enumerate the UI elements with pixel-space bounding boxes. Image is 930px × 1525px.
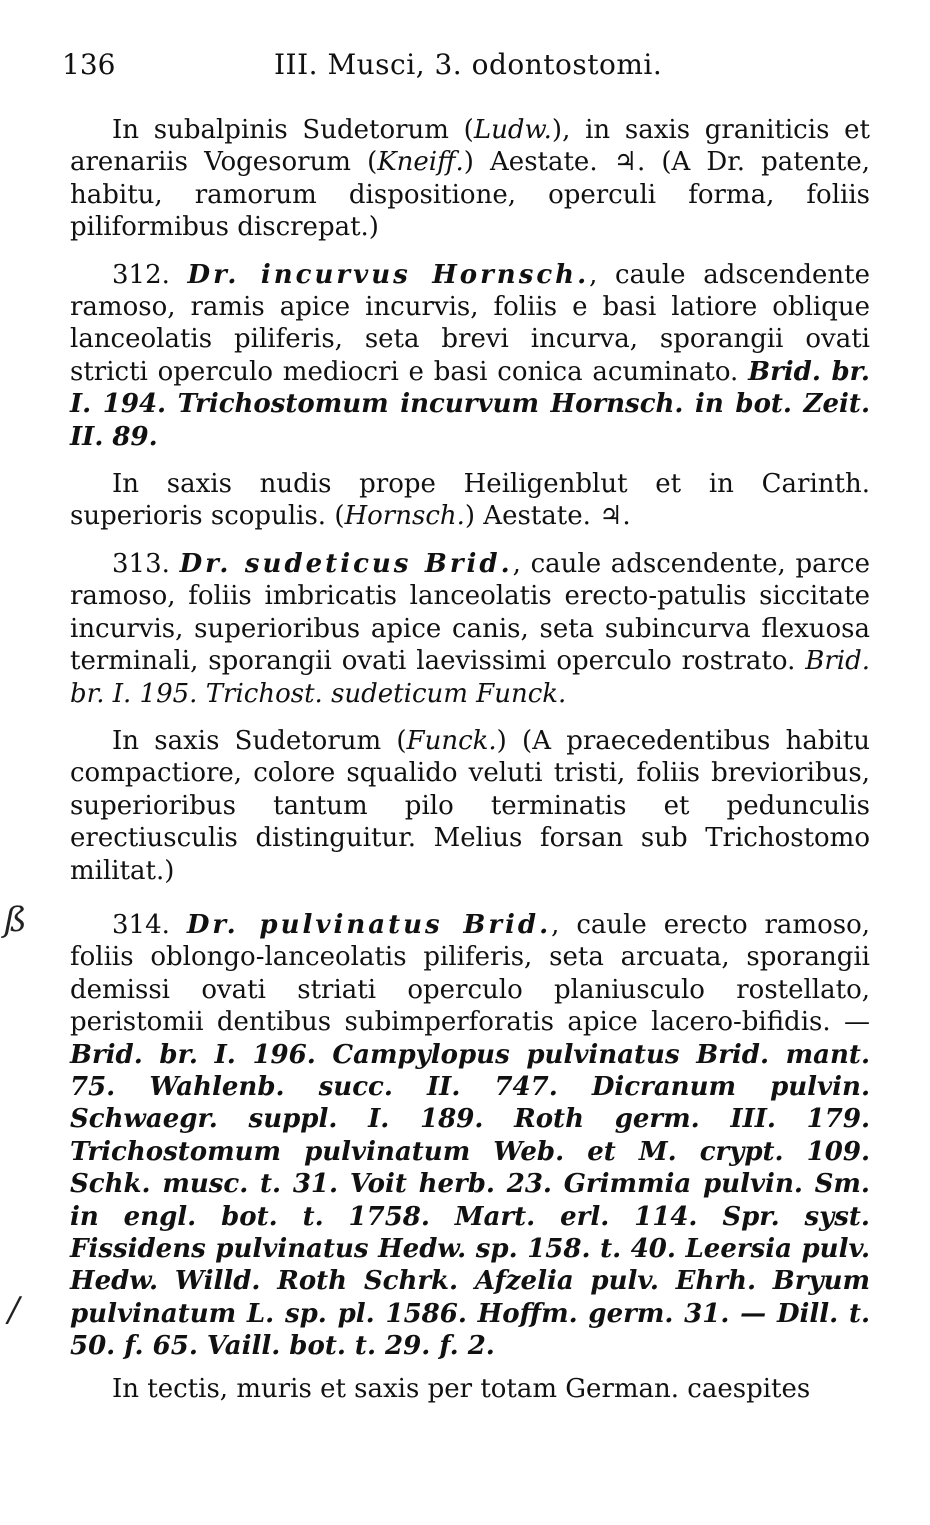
text-run: Dr. sudeticus Brid. bbox=[179, 548, 513, 579]
text-run: , caule adscendente, parce ramoso, foliis imbricatis lanceolatis erecto-patulis siccitate incurvis, superioribus apice canis, seta subincurva flexuosa terminali, sporangii ovati laevissimi operculo rostrato. bbox=[70, 548, 870, 677]
text-run: In subalpinis Sudetorum ( bbox=[112, 115, 474, 145]
text-run: Hornsch. bbox=[344, 501, 465, 532]
entry-313-description bbox=[70, 548, 870, 710]
entry-312-habitat bbox=[70, 468, 870, 533]
text-run: ) (A praecedentibus habitu compactiore, colore squalido veluti tristi, foliis brevioribus, superioribus tantum pilo terminatis et pedunculis erectiusculis distinguitur. Melius forsan sub Trichostomo militat.) bbox=[70, 725, 871, 886]
text-run: ) Aestate. ♃. bbox=[464, 501, 631, 532]
text-run: In tectis, muris et saxis per totam German. caespites bbox=[112, 1373, 811, 1404]
text-run: 312. bbox=[112, 259, 188, 290]
text-run: Brid. br. I. 194. Trichostomum incurvum Hornsch. in bot. Zeit. II. 89. bbox=[70, 356, 870, 452]
margin-annotation: ß bbox=[4, 900, 27, 940]
running-title: III. Musci, 3. odontostomi. bbox=[274, 48, 663, 81]
entry-312-description bbox=[70, 259, 870, 453]
text-run: Brid. br. I. 195. Trichost. sudeticum Funck. bbox=[70, 646, 870, 709]
margin-annotation: / bbox=[8, 1290, 20, 1330]
text-run: Kneiff. bbox=[377, 147, 464, 178]
text-run: In saxis nudis prope Heiligenblut et in Carinth. superioris scopulis. ( bbox=[70, 469, 870, 532]
entry-314-description bbox=[70, 909, 870, 1363]
paragraph-dr-patente-note bbox=[70, 114, 870, 244]
text-run: Dr. incurvus Hornsch. bbox=[187, 259, 590, 290]
text-run: In saxis Sudetorum ( bbox=[112, 725, 407, 756]
body-text bbox=[70, 114, 870, 1405]
text-run: , caule erecto ramoso, foliis oblongo-lanceolatis piliferis, seta arcuata, sporangii demissi ovati striati operculo planiusculo rostellato, peristomii dentibus subimperforatis apice lacero-bifidis. — bbox=[70, 909, 871, 1038]
text-run: 314. bbox=[112, 909, 187, 940]
text-run: Dr. pulvinatus Brid. bbox=[186, 909, 552, 940]
text-run: Brid. br. I. 196. Campylopus pulvinatus Brid. mant. 75. Wahlenb. succ. II. 747. Dicranum pulvin. Schwaegr. suppl. I. 189. Roth germ. III. 179. Trichostomum pulvinatum Web. et M. crypt. 109. Schk. musc. t. 31. Voit herb. 23. Grimmia pulvin. Sm. in engl. bot. t. 1758. Mart. erl. 114. Spr. syst. Fissidens pulvinatus Hedw. sp. 158. t. 40. Leersia pulv. Hedw. Willd. Roth Schrk. Afzelia pulv. Ehrh. Bryum pulvinatum L. sp. pl. 1586. Hoffm. germ. 31. — Dill. t. 50. f. 65. Vaill. bot. t. 29. f. 2. bbox=[70, 1039, 870, 1362]
text-run: Ludw. bbox=[473, 115, 552, 145]
entry-314-habitat bbox=[70, 1373, 870, 1405]
text-run: ) Aestate. ♃. (A Dr. patente, habitu, ramorum dispositione, operculi forma, foliis piliformibus discrepat.) bbox=[70, 147, 870, 243]
text-run: Funck. bbox=[406, 725, 497, 756]
page-number: 136 bbox=[62, 48, 116, 81]
text-run: , caule adscendente ramoso, ramis apice incurvis, foliis e basi latiore oblique lanceolatis piliferis, seta brevi incurva, sporangii ovati stricti operculo mediocri e basi conica acuminato. bbox=[70, 259, 870, 387]
text-run: 313. bbox=[112, 548, 180, 579]
page-header bbox=[62, 48, 870, 88]
entry-313-habitat bbox=[70, 725, 870, 887]
text-run: ), in saxis graniticis et arenariis Vogesorum ( bbox=[70, 115, 870, 178]
